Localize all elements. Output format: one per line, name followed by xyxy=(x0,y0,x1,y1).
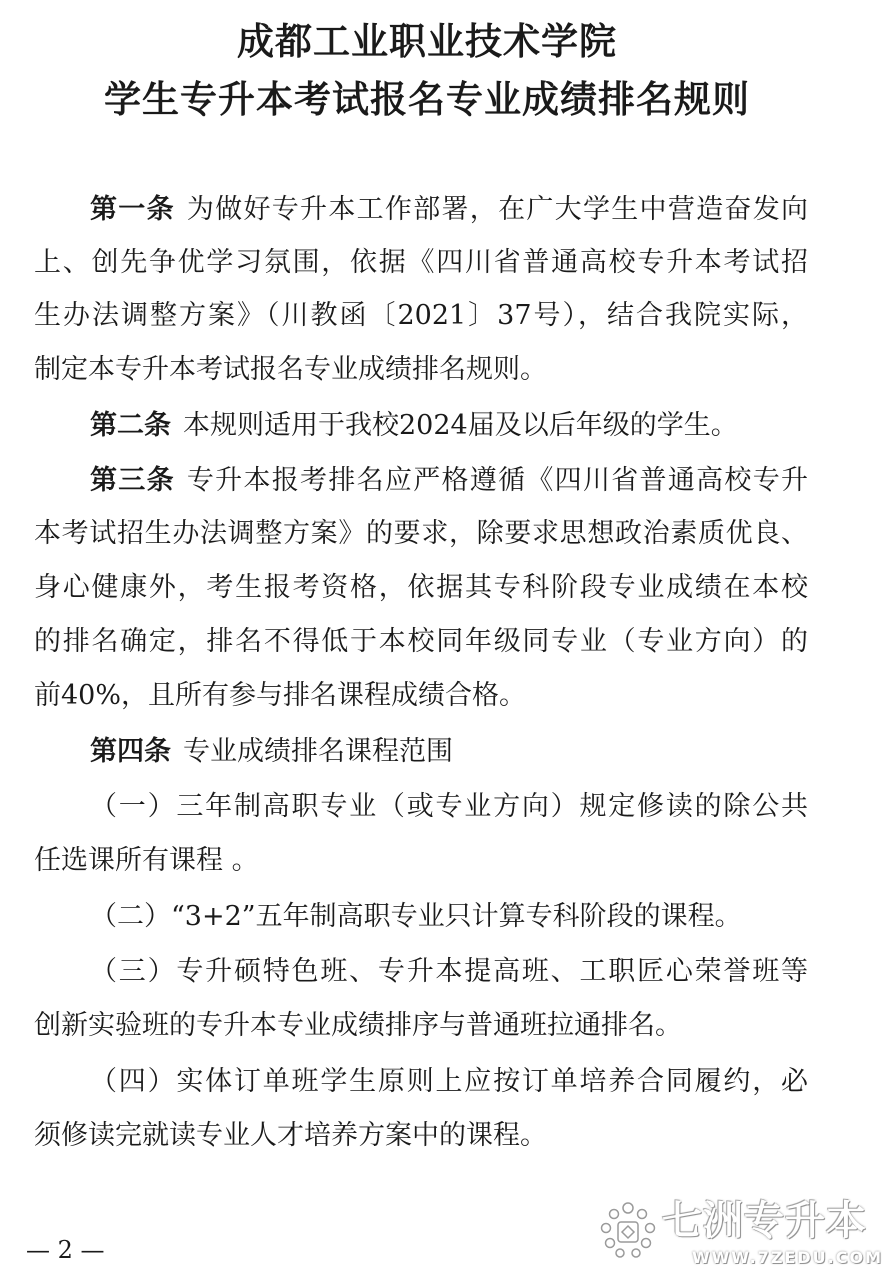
page-number: — 2 — xyxy=(26,1236,105,1264)
article-4-item-2-line-1: （二）“3+2”五年制高职专业只计算专科阶段的课程。 xyxy=(90,901,742,932)
watermark-brand: 七洲专升本 xyxy=(662,1198,867,1244)
article-4-item-3-line-1: （三）专升硕特色班、专升本提高班、工职匠心荣誉班等 xyxy=(90,956,808,987)
document-title-rules: 学生专升本考试报名专业成绩排名规则 xyxy=(104,78,750,121)
article-1-label: 第一条 xyxy=(90,194,175,225)
article-4-item-4-line-1: （四）实体订单班学生原则上应按订单培养合同履约，必 xyxy=(90,1066,808,1097)
watermark xyxy=(596,1186,883,1282)
article-1-line-4: 制定本专升本考试报名专业成绩排名规则。 xyxy=(34,354,547,385)
article-2-line-1: 第二条 本规则适用于我校2024届及以后年级的学生。 xyxy=(90,410,738,441)
article-3-label: 第三条 xyxy=(90,465,175,496)
article-4-item-4-line-2: 须修读完就读专业人才培养方案中的课程。 xyxy=(34,1120,547,1151)
watermark-url: WWW.7ZEDU.COM xyxy=(692,1248,883,1267)
article-4-line-1: 第四条 专业成绩排名课程范围 xyxy=(90,736,453,767)
article-3-line-1: 第三条 专升本报考排名应严格遵循《四川省普通高校专升 xyxy=(90,465,808,496)
article-3-line-5: 前40%，且所有参与排名课程成绩合格。 xyxy=(34,680,527,711)
article-3-line-2: 本考试招生办法调整方案》的要求，除要求思想政治素质优良、 xyxy=(34,518,808,549)
article-4-item-1-line-2: 任选课所有课程 。 xyxy=(34,845,259,876)
article-3-line-3: 身心健康外，考生报考资格，依据其专科阶段专业成绩在本校 xyxy=(34,572,808,603)
article-4-label: 第四条 xyxy=(90,736,171,767)
article-4-item-3-line-2: 创新实验班的专升本专业成绩排序与普通班拉通排名。 xyxy=(34,1010,682,1041)
article-3-line-4: 的排名确定，排名不得低于本校同年级同专业（专业方向）的 xyxy=(34,626,808,657)
watermark-logo-icon xyxy=(596,1196,660,1266)
article-4-item-1-line-1: （一）三年制高职专业（或专业方向）规定修读的除公共 xyxy=(90,791,808,822)
article-1-line-3: 生办法调整方案》（川教函〔2021〕37号），结合我院实际， xyxy=(34,300,808,331)
article-1-line-2: 上、创先争优学习氛围，依据《四川省普通高校专升本考试招 xyxy=(34,247,808,278)
document-title-school: 成都工业职业技术学院 xyxy=(237,20,617,63)
article-1-line-1: 第一条 为做好专升本工作部署，在广大学生中营造奋发向 xyxy=(90,194,808,225)
article-2-label: 第二条 xyxy=(90,410,171,441)
